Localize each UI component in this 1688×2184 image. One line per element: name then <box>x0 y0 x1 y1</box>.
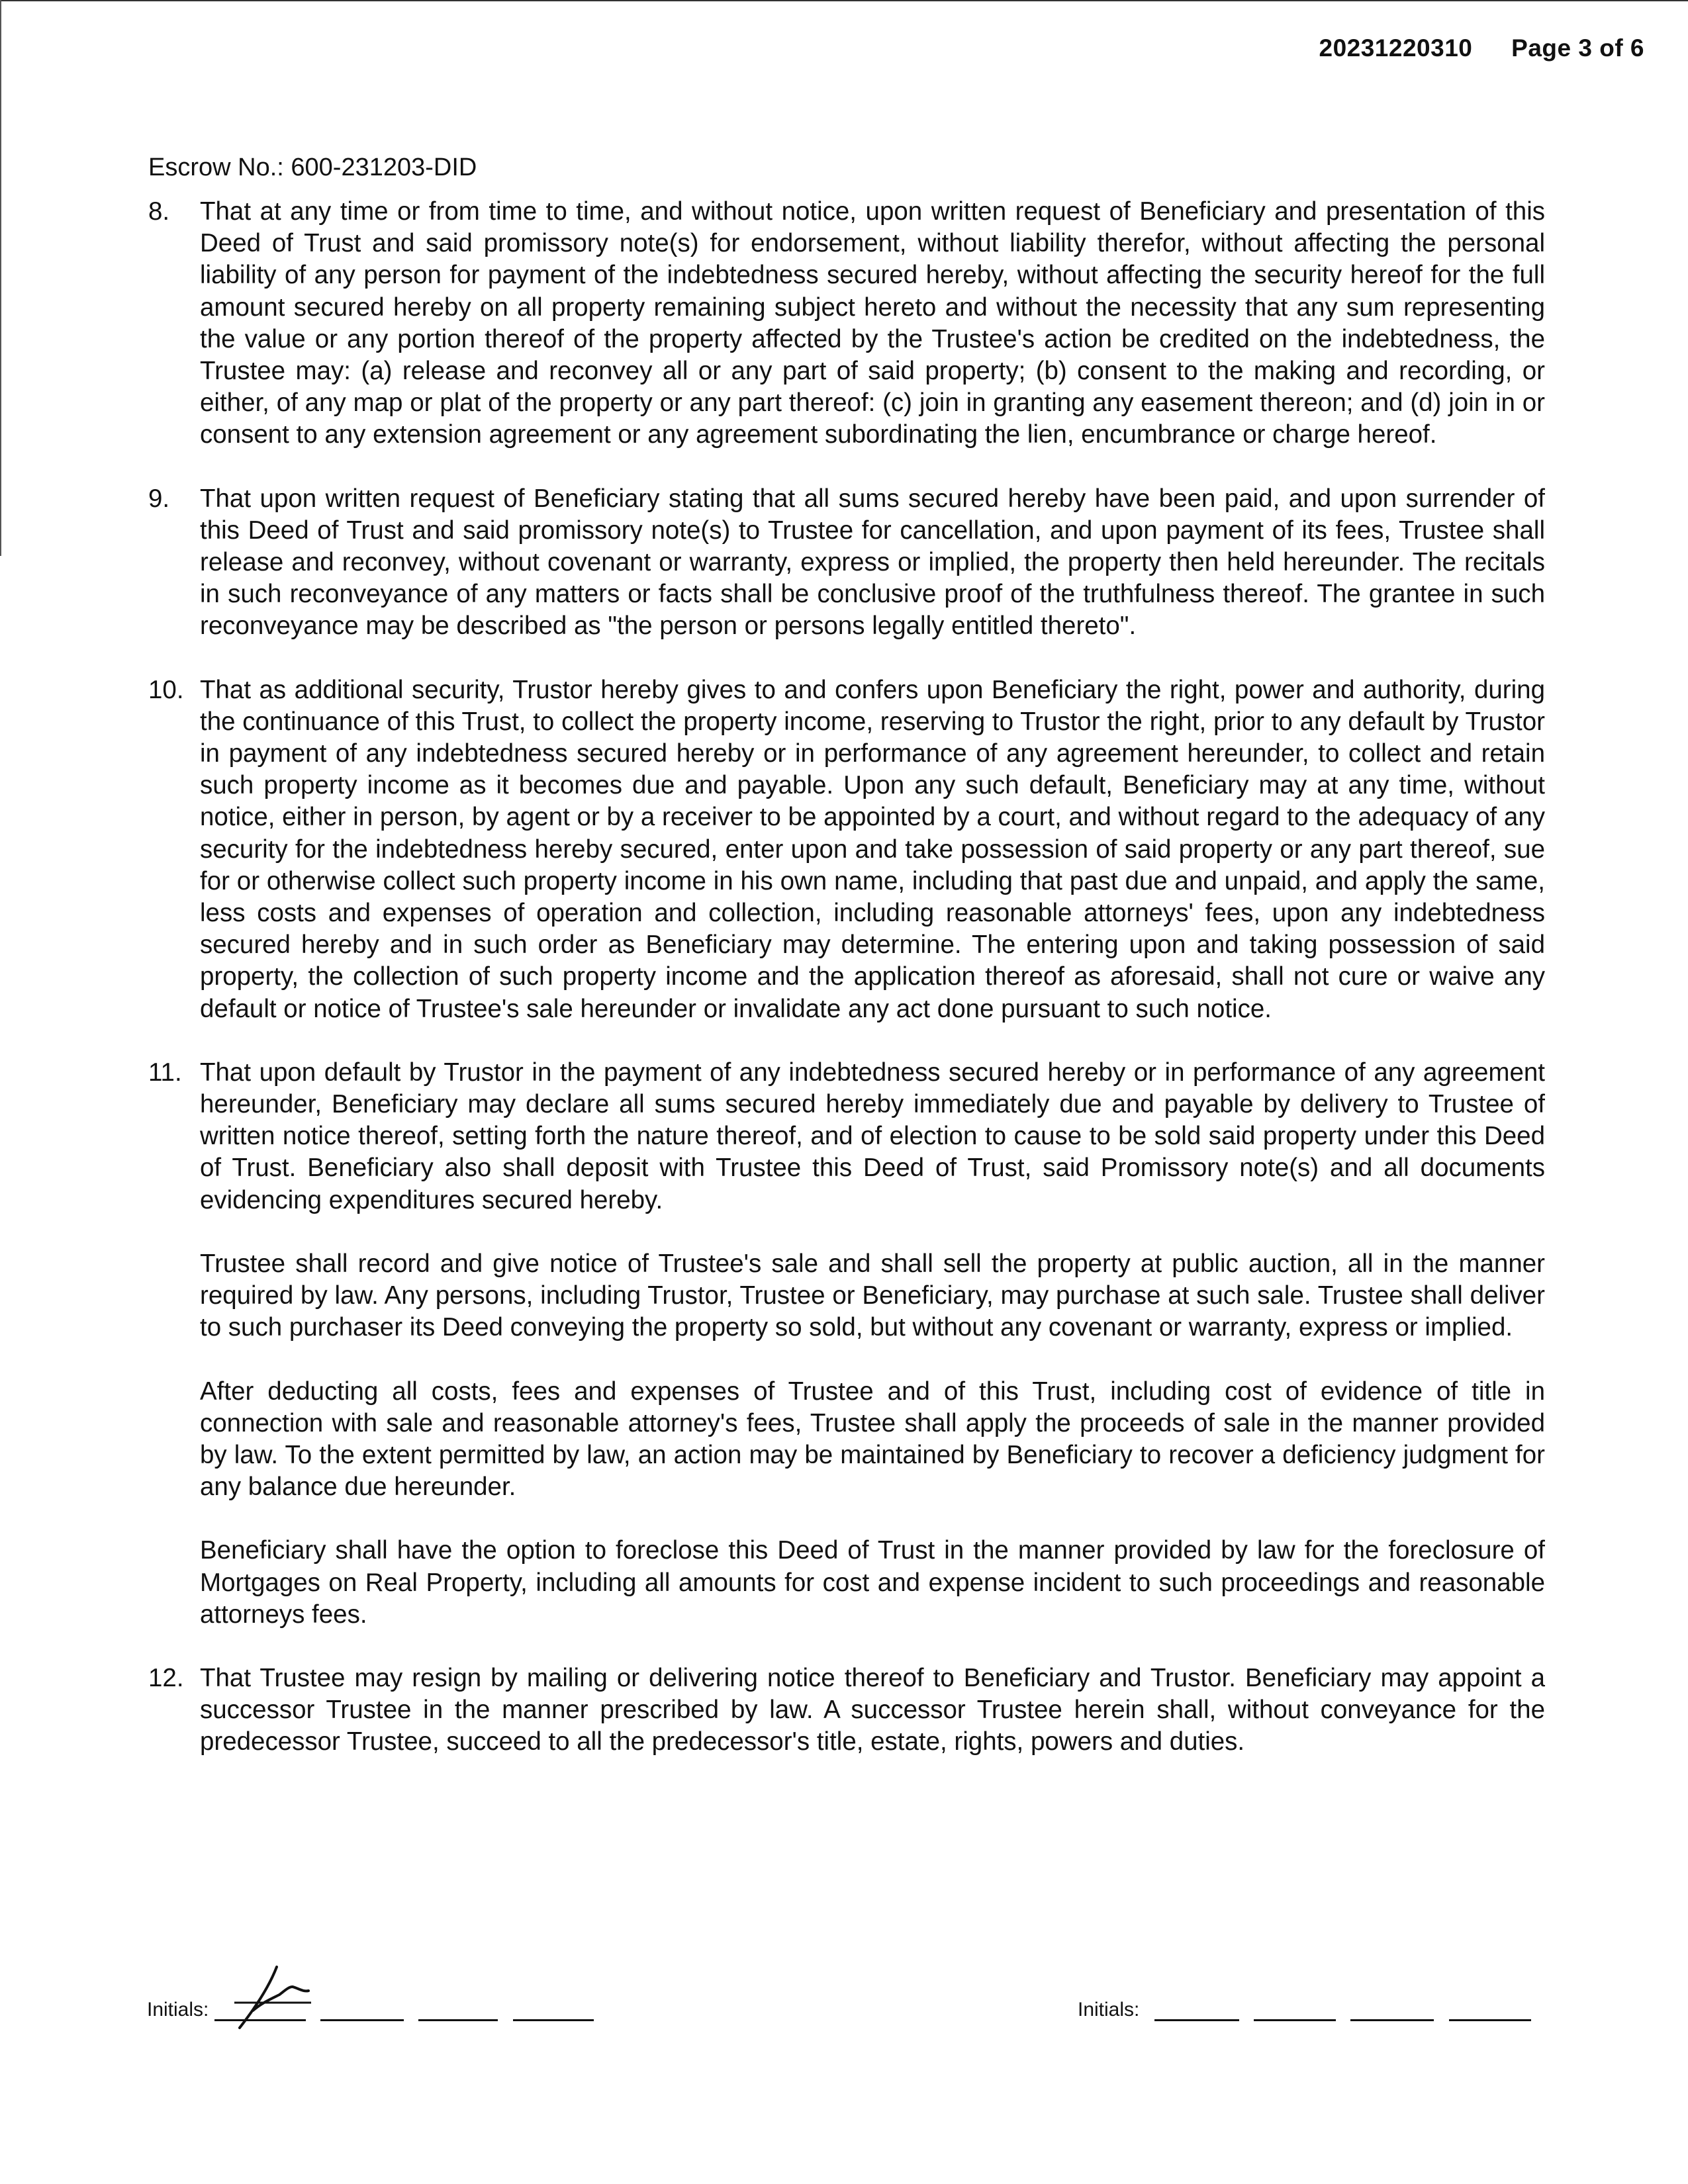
initials-blank-2[interactable] <box>320 1999 404 2021</box>
paragraph-9 <box>148 483 1545 643</box>
paragraph-text: That at any time or from time to time, and without notice, upon written request of Beneficiary and presentation of this Deed of Trust and said promissory note(s) for endorsement, without liability therefor, without affecting the personal liability of any person for payment of the indebtedness secured hereby, without affecting the security hereof for the full amount secured hereby on all property remaining subject hereto and without the necessity that any sum representing the value or any portion thereof of the property affected by the Trustee's action be credited on the indebtedness, the Trustee may: (a) release and reconvey all or any part of said property; (b) consent to the making and recording, or either, of any map or plat of the property or any part thereof: (c) join in granting any easement thereon; and (d) join in or consent to any extension agreement or any agreement subordinating the lien, encumbrance or charge hereof. <box>200 197 1545 449</box>
initials-right <box>1078 1999 1531 2021</box>
initials-blank-4[interactable] <box>1449 1999 1531 2021</box>
paragraph-11-proceeds <box>148 1376 1545 1504</box>
document-header <box>1319 34 1645 62</box>
paragraph-text: Beneficiary shall have the option to foreclose this Deed of Trust in the manner provided by law for the foreclosure of Mortgages on Real Property, including all amounts for cost and expense incident to such proceedings and reasonable attorneys fees. <box>200 1536 1545 1629</box>
paragraph-8 <box>148 196 1545 451</box>
page-indicator: Page 3 of 6 <box>1511 34 1644 62</box>
paragraph-number: 11. <box>148 1058 182 1087</box>
paragraph-text: That Trustee may resign by mailing or delivering notice thereof to Beneficiary and Trustor. Beneficiary may appoint a successor Trustee in the manner prescribed by law. A successor Trustee herein shall, without conveyance for the predecessor Trustee, succeed to all the predecessor's title, estate, rights, powers and duties. <box>200 1663 1545 1756</box>
paragraph-number: 8. <box>148 197 170 226</box>
paragraph-number: 9. <box>148 484 170 513</box>
paragraph-11-sale <box>148 1248 1545 1344</box>
document-body <box>148 196 1545 1790</box>
initials-blank-3[interactable] <box>418 1999 498 2021</box>
scan-top-edge <box>0 0 1688 1</box>
paragraph-text: That as additional security, Trustor hereby gives to and confers upon Beneficiary the right, power and authority, during the continuance of this Trust, to collect the property income, reserving to Trustor the right, prior to any default by Trustor in payment of any indebtedness secured hereby or in performance of any agreement hereunder, to collect and retain such property income as it becomes due and payable. Upon any such default, Beneficiary may at any time, without notice, either in person, by agent or by a receiver to be appointed by a court, and without regard to the adequacy of any security for the indebtedness hereby secured, enter upon and take possession of said property or any part thereof, sue for or otherwise collect such property income in his own name, including that past due and unpaid, and apply the same, less costs and expenses of operation and collection, including reasonable attorneys' fees, upon any indebtedness secured hereby and in such order as Beneficiary may determine. The entering upon and taking possession of said property, the collection of such property income and the application thereof as aforesaid, shall not cure or waive any default or notice of Trustee's sale hereunder or invalidate any act done pursuant to such notice. <box>200 675 1545 1023</box>
initials-label: Initials: <box>1078 1999 1140 2021</box>
initials-blank-4[interactable] <box>513 1999 594 2021</box>
paragraph-10 <box>148 674 1545 1025</box>
paragraph-text: After deducting all costs, fees and expenses of Trustee and of this Trust, including cost of evidence of title in connection with sale and reasonable attorney's fees, Trustee shall apply the proceeds of sale in the manner provided by law. To the extent permitted by law, an action may be maintained by Beneficiary to recover a deficiency judgment for any balance due hereunder. <box>200 1377 1545 1502</box>
scan-left-edge <box>0 0 1 556</box>
document-number: 20231220310 <box>1319 34 1473 62</box>
paragraph-11-foreclosure <box>148 1535 1545 1631</box>
paragraph-11 <box>148 1057 1545 1216</box>
initials-label: Initials: <box>147 1999 209 2021</box>
initials-blank-3[interactable] <box>1350 1999 1434 2021</box>
escrow-number: Escrow No.: 600-231203-DID <box>148 154 477 181</box>
paragraph-number: 12. <box>148 1663 184 1692</box>
paragraph-text: That upon default by Trustor in the payment of any indebtedness secured hereby or in performance of any agreement hereunder, Beneficiary may declare all sums secured hereby immediately due and payable by delivery to Trustee of written notice thereof, setting forth the nature thereof, and of election to cause to be sold said property under this Deed of Trust. Beneficiary also shall deposit with Trustee this Deed of Trust, said Promissory note(s) and all documents evidencing expenditures secured hereby. <box>200 1058 1545 1214</box>
paragraph-number: 10. <box>148 675 184 704</box>
paragraph-text: That upon written request of Beneficiary stating that all sums secured hereby have been paid, and upon surrender of this Deed of Trust and said promissory note(s) to Trustee for cancellation, and upon payment of its fees, Trustee shall release and reconvey, without covenant or warranty, express or implied, the property then held hereunder. The recitals in such reconveyance of any matters or facts shall be conclusive proof of the truthfulness thereof. The grantee in such reconveyance may be described as "the person or persons legally entitled thereto". <box>200 484 1545 641</box>
initials-blank-1[interactable] <box>1154 1999 1239 2021</box>
initials-signature-icon <box>232 1964 318 2030</box>
paragraph-12 <box>148 1662 1545 1758</box>
paragraph-text: Trustee shall record and give notice of Trustee's sale and shall sell the property at public auction, all in the manner required by law. Any persons, including Trustor, Trustee or Beneficiary, may purchase at such sale. Trustee shall deliver to such purchaser its Deed conveying the property so sold, but without any covenant or warranty, express or implied. <box>200 1249 1545 1342</box>
initials-left <box>147 1999 594 2021</box>
initials-blank-2[interactable] <box>1254 1999 1336 2021</box>
